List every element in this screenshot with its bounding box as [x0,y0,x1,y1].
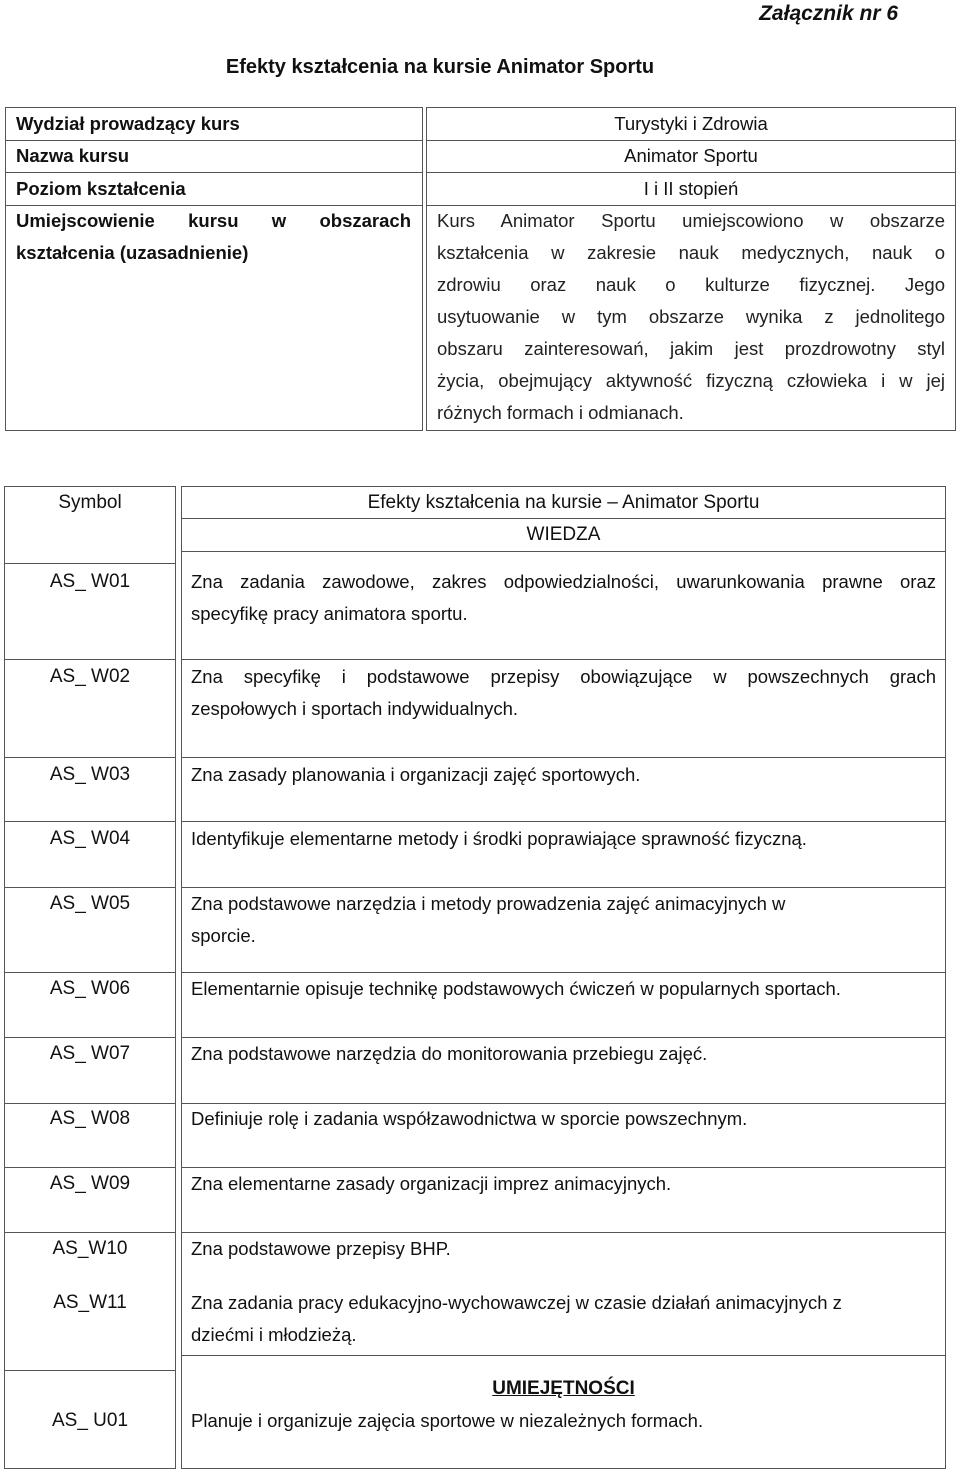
symbol-column [4,486,176,1469]
justification-line: życia, obejmujący aktywność fizyczną człowieka i w jej [437,370,945,391]
info-labels-column [5,107,423,431]
description-line: Zna specyfikę i podstawowe przepisy obowiązujące w powszechnych grach [191,666,936,687]
divider [5,659,175,660]
outcome-symbol: AS_ W02 [49,666,131,687]
placement-label-line: Umiejscowienie kursu w obszarach [16,210,411,231]
outcome-description: Elementarnie opisuje technikę podstawowych ćwiczeń w popularnych sportach. [191,978,841,999]
effects-column [181,486,946,1469]
divider [182,551,945,552]
placement-label [16,205,411,269]
effects-header: Efekty kształcenia na kursie – Animator Sportu [367,492,760,513]
faculty-label: Wydział prowadzący kurs [16,113,240,134]
description-line: sporcie. [191,925,256,946]
description-line: Zna podstawowe narzędzia i metody prowadzenia zajęć animacyjnych w [191,893,786,914]
divider [182,821,945,822]
annex-label: Załącznik nr 6 [759,2,898,25]
outcome-symbol: AS_ W04 [49,828,131,849]
info-values-column [426,107,956,431]
faculty-value: Turystyki i Zdrowia [614,113,768,134]
outcome-symbol: AS_ U01 [51,1410,129,1431]
course-name-label: Nazwa kursu [16,145,130,166]
learning-outcomes-table [4,486,946,1469]
outcome-description [191,661,936,725]
outcome-description: Definiuje rolę i zadania współzawodnictwa w sporcie powszechnym. [191,1108,748,1129]
course-name-value: Animator Sportu [624,145,758,166]
document-title [0,56,960,79]
divider [182,757,945,758]
outcome-description: Planuje i organizuje zajęcia sportowe w niezależnych formach. [191,1410,704,1431]
justification-line: usytuowanie w tym obszarze wynika z jednolitego [437,306,945,327]
description-line: specyfikę pracy animatora sportu. [191,603,468,624]
level-value: I i II stopień [643,178,739,199]
outcome-symbol: AS_ W09 [49,1173,131,1194]
outcome-symbol: AS_ W08 [49,1108,131,1129]
justification-line: różnych formach i odmianach. [437,402,684,423]
description-line: dziećmi i młodzieżą. [191,1324,357,1345]
justification-line: obszaru zainteresowań, jakim jest prozdrowotny styl [437,338,945,359]
course-info-table [5,107,956,431]
outcome-symbol: AS_ W06 [49,978,131,999]
outcome-description [191,1287,936,1351]
divider [5,757,175,758]
justification-line: kształcenia w zakresie nauk medycznych, nauk o [437,242,945,263]
placement-label-line: kształcenia (uzasadnienie) [16,242,249,263]
outcome-description: Identyfikuje elementarne metody i środki poprawiające sprawność fizyczną. [191,828,807,849]
outcome-description: Zna podstawowe narzędzia do monitorowania przebiegu zajęć. [191,1043,708,1064]
skills-header-text: UMIEJĘTNOŚCI [492,1378,635,1399]
justification-line: Kurs Animator Sportu umiejscowiono w obszarze [437,210,945,231]
outcome-description [191,566,936,630]
outcome-description [191,888,936,952]
knowledge-header: WIEDZA [526,524,601,545]
divider [182,1355,945,1356]
divider [5,1370,175,1371]
placement-justification [437,205,945,429]
skills-header [182,1373,945,1405]
outcome-description: Zna elementarne zasady organizacji imprez animacyjnych. [191,1173,672,1194]
outcome-symbol: AS_ W01 [49,571,131,592]
outcome-symbol: AS_ W03 [49,764,131,785]
outcome-symbol: AS_ W07 [49,1043,131,1064]
divider [182,659,945,660]
description-line: Zna zadania pracy edukacyjno-wychowawczej w czasie działań animacyjnych z [191,1292,842,1313]
outcome-symbol: AS_ W05 [49,893,131,914]
level-label: Poziom kształcenia [16,178,186,199]
symbol-header: Symbol [58,492,122,513]
justification-line: zdrowiu oraz nauk o kulturze fizycznej. Jego [437,274,945,295]
divider [5,563,175,564]
document-title-text: Efekty kształcenia na kursie Animator Sportu [225,56,655,78]
outcome-symbol: AS_W11 [53,1292,127,1313]
outcome-symbol: AS_W10 [52,1238,128,1259]
outcome-description: Zna zasady planowania i organizacji zajęć sportowych. [191,764,641,785]
description-line: zespołowych i sportach indywidualnych. [191,698,519,719]
description-line: Zna zadania zawodowe, zakres odpowiedzialności, uwarunkowania prawne oraz [191,571,936,592]
divider [5,821,175,822]
outcome-description: Zna podstawowe przepisy BHP. [191,1238,451,1259]
